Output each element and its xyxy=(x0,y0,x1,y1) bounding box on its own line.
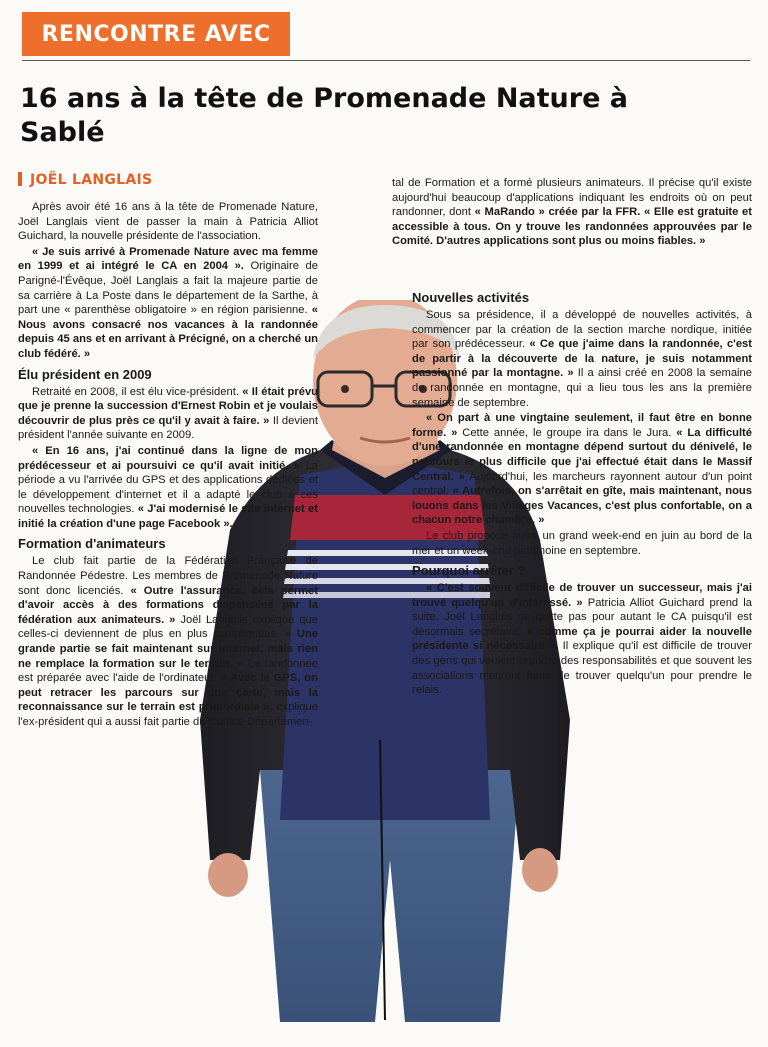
text-run: Sous sa présidence, il a développé de nouvelles activités, à commencer par la création de la section marche nordique, initiée par son prédécesseur. xyxy=(412,309,752,351)
quote: « C'est souvent difficile de trouver un successeur, mais j'ai trouvé quelqu'un d'intéressé. » xyxy=(412,582,752,609)
paragraph xyxy=(412,308,752,410)
subheading: Pourquoi arrêter ? xyxy=(412,563,526,579)
quote: « Il était prévu que je prenne la succession d'Ernest Robin et je voulais découvrir de plus près ce qu'il y avait à faire. » xyxy=(18,385,318,427)
header-rule xyxy=(22,60,750,61)
subheading: Élu président en 2009 xyxy=(18,366,152,382)
paragraph xyxy=(18,385,318,443)
article-title: 16 ans à la tête de Promenade Nature à Sablé xyxy=(20,83,629,148)
left-column xyxy=(18,200,318,731)
quote: « Autrefois, on s'arrêtait en gîte, mais maintenant, nous louons dans les Villages Vacances, c'est plus confortable, on a chacun notre chambre. » xyxy=(412,485,752,527)
text-run: Cette année, le groupe ira dans le Jura. xyxy=(457,426,677,439)
paragraph xyxy=(412,529,752,558)
subheading: Nouvelles activités xyxy=(412,290,530,305)
text-run: Le club fait partie de la Fédération Française de Randonnée Pédestre. Les membres de Promenade Nature sont donc licenciés. xyxy=(18,555,318,597)
paragraph xyxy=(18,245,318,362)
text-run: La randonnée est préparée avec l'aide de l'ordinateur. xyxy=(18,657,319,685)
paragraph xyxy=(18,554,318,729)
quote: « J'ai modernisé le site internet et initié la création d'une page Facebook ». xyxy=(18,503,318,530)
quote: « Nous avons consacré nos vacances à la randonnée depuis 45 ans et en arrivant à Précigné, on a cherché un club fédéré. » xyxy=(18,304,318,360)
text-run: Il devient président l'année suivante en 2009. xyxy=(18,414,318,442)
byline xyxy=(18,172,152,188)
quote: « MaRando » créée par la FFR. xyxy=(474,206,641,219)
paragraph xyxy=(18,444,318,532)
text-run: explique l'ex-président qui a aussi fait partie du Comité Départemen- xyxy=(18,701,318,728)
text-run: Il a ainsi créé en 2008 la semaine de randonnée en montagne, qui a lieu tous les ans la première semaine de septembre. xyxy=(412,367,752,409)
paragraph xyxy=(412,581,752,698)
quote: « En 16 ans, j'ai continué dans la ligne de mon prédécesseur et ai poursuivi ce qu'il avait initié. » xyxy=(18,444,318,472)
paragraph xyxy=(412,411,752,528)
text-run: Le club propose aussi un grand week-end en juin au bord de la mer et un week-end patrimoine en septembre. xyxy=(412,529,752,557)
text-run: La période a vu l'arrivée du GPS et des applications dédiées et le développement d'internet et il a adapté le club à ces nouvelles technologies. xyxy=(18,459,318,516)
subheading: Formation d'animateurs xyxy=(18,536,166,552)
quote: « On part à une vingtaine seulement, il faut être en bonne forme. » xyxy=(412,412,752,439)
text-run: Il explique qu'il est difficile de trouver des gens qui veulent prendre des responsabilités et que souvent les associations meurent faute de trouver quelqu'un pour prendre le relais. xyxy=(412,640,752,697)
text-run: Aujourd'hui, les marcheurs rayonnent autour d'un point central. xyxy=(412,470,752,498)
author-name: JOËL LANGLAIS xyxy=(30,172,153,188)
text-run: tal de Formation et a formé plusieurs animateurs. Il précise qu'il existe aujourd'hui beaucoup d'applications indiquant les endroits où on peut randonner, dont xyxy=(392,177,752,219)
quote: « Ce que j'aime dans la randonnée, c'est de partir à la découverte de la nature, je suis notamment passionné par la montagne. » xyxy=(412,338,753,380)
section-banner xyxy=(22,12,290,56)
paragraph xyxy=(18,200,318,244)
quote: « Je suis arrivé à Promenade Nature avec ma femme en 1999 et ai intégré le CA en 2004 ». xyxy=(18,245,318,273)
text-run: Joël Langlais explique que celles-ci deviennent de plus en plus compliquées. xyxy=(18,613,318,641)
quote: « Elle est gratuite et accessible à tous. On y trouve les randonnées approuvées par le Comité. D'autres applications sont plus ou moins fiables. » xyxy=(392,206,752,248)
paragraph xyxy=(392,176,752,249)
quote: « La difficulté d'une randonnée en montagne dépend surtout du dénivelé, le parcours le plus difficile que j'ai effectué était dans le Massif Central. » xyxy=(412,426,753,483)
section-label: RENCONTRE AVEC xyxy=(41,21,271,47)
quote: « Une grande partie se fait maintenant sur internet, mais rien ne remplace la formation sur le terrain. » xyxy=(18,628,318,670)
right-column-top xyxy=(392,176,752,250)
quote: « comme ça je pourrai aider la nouvelle présidente si nécessaire ». xyxy=(412,625,752,653)
text-run: Originaire de Parigné-l'Évêque, Joël Langlais a fait la majeure partie de sa carrière à La Poste dans le département de la Sarthe, à part une « parenthèse obligatoire » en région parisienne. xyxy=(18,260,318,317)
right-column xyxy=(412,285,752,699)
byline-bar xyxy=(18,172,22,186)
text-run: Retraité en 2008, il est élu vice-président. xyxy=(32,385,243,398)
text-run: Patricia Alliot Guichard prend la suite. Joël Langlais ne quitte pas pour autant le CA puisqu'il est désormais secrétaire, xyxy=(412,596,752,638)
quote: « Outre l'assurance, cela permet d'avoir accès à des formations dispensées par la fédération aux animateurs. » xyxy=(18,584,318,626)
quote: « Avec le GPS, on peut retracer les parcours sur une carte, mais la reconnaissance sur le terrain est primordiale », xyxy=(18,672,318,714)
text-run: Après avoir été 16 ans à la tête de Promenade Nature, Joël Langlais vient de passer la main à Patricia Alliot Guichard, la nouvelle présidente de l'association. xyxy=(18,201,318,243)
